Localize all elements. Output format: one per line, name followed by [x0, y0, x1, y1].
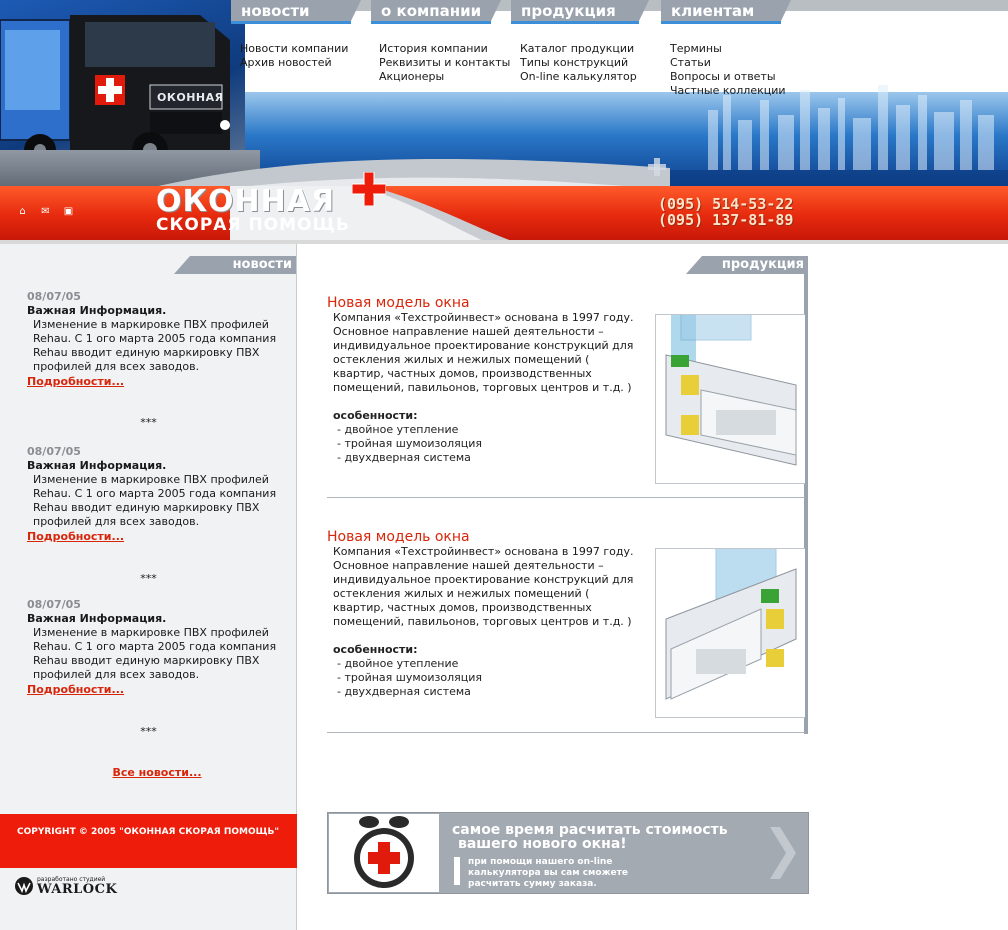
news-title: Важная Информация.	[27, 304, 167, 317]
submenu-about	[379, 42, 510, 84]
news-text: Изменение в маркировке ПВХ профилей Rehau. С 1 ого марта 2005 года компания Rehau вводит единую маркировку ПВХ профилей для всех заводов.	[33, 626, 277, 681]
mail-icon[interactable]: ✉	[41, 206, 50, 217]
nav-tab-about[interactable]: о компании	[371, 0, 491, 24]
chevron-right-icon	[766, 823, 798, 883]
home-icon[interactable]: ⌂	[19, 206, 26, 217]
phone-numbers	[658, 196, 793, 228]
developer-name: WARLOCK	[37, 882, 118, 897]
news-separator: ***	[140, 725, 157, 738]
news-date: 08/07/05	[27, 598, 81, 611]
submenu-link-company-news[interactable]: Новости компании	[240, 42, 349, 55]
small-cross-icon	[648, 158, 666, 176]
feature-item: - двухдверная система	[337, 685, 471, 698]
news-item	[27, 598, 289, 698]
brand-logo-title: ОКОННАЯ	[156, 184, 336, 219]
submenu-news	[240, 42, 348, 70]
sitemap-icon[interactable]: ▣	[63, 206, 74, 217]
window-profile-illustration	[656, 549, 804, 717]
window-profile-image[interactable]	[655, 314, 805, 484]
truck-label: ОКОННАЯ	[157, 91, 224, 104]
submenu-link-construction-types[interactable]: Типы конструкций	[520, 56, 629, 69]
news-text: Изменение в маркировке ПВХ профилей Rehau. С 1 ого марта 2005 года компания Rehau вводит единую маркировку ПВХ профилей для всех заводов.	[33, 318, 277, 373]
submenu-link-faq[interactable]: Вопросы и ответы	[670, 70, 776, 83]
quick-icons	[16, 206, 75, 217]
nav-tab-products[interactable]: продукция	[511, 0, 639, 24]
developer-caption: разработано студией	[37, 876, 106, 883]
copyright-block: COPYRIGHT © 2005 "ОКОННАЯ СКОРАЯ ПОМОЩЬ"	[0, 814, 297, 868]
calculator-banner-title	[452, 823, 728, 851]
news-item	[27, 445, 289, 545]
calculator-banner-text	[468, 857, 628, 890]
feature-item: - двойное утепление	[337, 423, 459, 436]
header	[0, 0, 1008, 244]
submenu-link-collections[interactable]: Частные коллекции	[670, 84, 786, 97]
submenu-link-articles[interactable]: Статьи	[670, 56, 711, 69]
news-separator: ***	[140, 416, 157, 429]
product-description: Компания «Техстройинвест» основана в 1997 году. Основное направление нашей деятельности – индивидуальное проектирование конструкций для остекления жилых и нежилых помещений ( квартир, частных домов, производственных помещений, павильонов, торговых центров и т.д. )	[333, 545, 634, 628]
product-description: Компания «Техстройинвест» основана в 1997 году. Основное направление нашей деятельности – индивидуальное проектирование конструкций для остекления жилых и нежилых помещений ( квартир, частных домов, производственных помещений, павильонов, торговых центров и т.д. )	[333, 311, 634, 394]
submenu-link-history[interactable]: История компании	[379, 42, 488, 55]
phone-number-2[interactable]: (095) 137-81-89	[658, 211, 794, 229]
phone-number-1[interactable]: (095) 514-53-22	[658, 195, 794, 213]
red-cross-icon	[352, 172, 386, 206]
submenu-link-terms[interactable]: Термины	[670, 42, 722, 55]
news-more-link[interactable]: Подробности...	[27, 375, 125, 388]
features-title: особенности:	[333, 409, 418, 422]
calculator-banner-text-line: расчитать сумму заказа.	[468, 879, 597, 889]
feature-item: - тройная шумоизоляция	[337, 671, 483, 684]
news-item	[27, 290, 289, 390]
product-divider	[327, 732, 805, 733]
calculator-banner-text-line: калькулятора вы сам сможете	[468, 868, 628, 878]
nav-tab-news[interactable]: новости	[231, 0, 351, 24]
all-news-link[interactable]: Все новости...	[112, 766, 202, 779]
feature-item: - тройная шумоизоляция	[337, 437, 483, 450]
submenu-clients	[670, 42, 786, 98]
product-divider	[327, 497, 805, 498]
product-title[interactable]: Новая модель окна	[327, 295, 470, 311]
news-title: Важная Информация.	[27, 612, 167, 625]
news-more-link[interactable]: Подробности...	[27, 530, 125, 543]
products-section-title: продукция	[702, 256, 808, 274]
calculator-banner-bar	[454, 857, 460, 885]
alarm-clock-image	[329, 814, 439, 892]
news-text: Изменение в маркировке ПВХ профилей Rehau. С 1 ого марта 2005 года компания Rehau вводит единую маркировку ПВХ профилей для всех заводов.	[33, 473, 277, 528]
window-profile-illustration	[656, 315, 804, 483]
calculator-banner-title-line: самое время расчитать стоимость	[452, 822, 728, 838]
window-profile-image[interactable]	[655, 548, 805, 718]
submenu-products	[520, 42, 637, 84]
nav-tab-clients[interactable]: клиентам	[661, 0, 781, 24]
brand-logo-subtitle: СКОРАЯ ПОМОЩЬ	[156, 215, 350, 235]
news-more-link[interactable]: Подробности...	[27, 683, 125, 696]
news-date: 08/07/05	[27, 445, 81, 458]
warlock-logo-icon	[14, 876, 34, 896]
calculator-banner-text-line: при помощи нашего on-line	[468, 857, 613, 867]
calculator-banner-title-line: вашего нового окна!	[458, 836, 627, 852]
features-title: особенности:	[333, 643, 418, 656]
submenu-link-shareholders[interactable]: Акционеры	[379, 70, 445, 83]
product-title[interactable]: Новая модель окна	[327, 529, 470, 545]
news-section-title: новости	[190, 256, 296, 274]
calculator-banner[interactable]	[327, 812, 809, 894]
news-title: Важная Информация.	[27, 459, 167, 472]
news-separator: ***	[140, 572, 157, 585]
developer-credit[interactable]	[14, 876, 117, 896]
alarm-clock-illustration	[329, 814, 439, 892]
submenu-link-catalog[interactable]: Каталог продукции	[520, 42, 635, 55]
submenu-link-online-calculator[interactable]: On-line калькулятор	[520, 70, 637, 83]
submenu-link-contacts[interactable]: Реквизиты и контакты	[379, 56, 511, 69]
feature-item: - двухдверная система	[337, 451, 471, 464]
submenu-link-news-archive[interactable]: Архив новостей	[240, 56, 332, 69]
feature-item: - двойное утепление	[337, 657, 459, 670]
news-date: 08/07/05	[27, 290, 81, 303]
